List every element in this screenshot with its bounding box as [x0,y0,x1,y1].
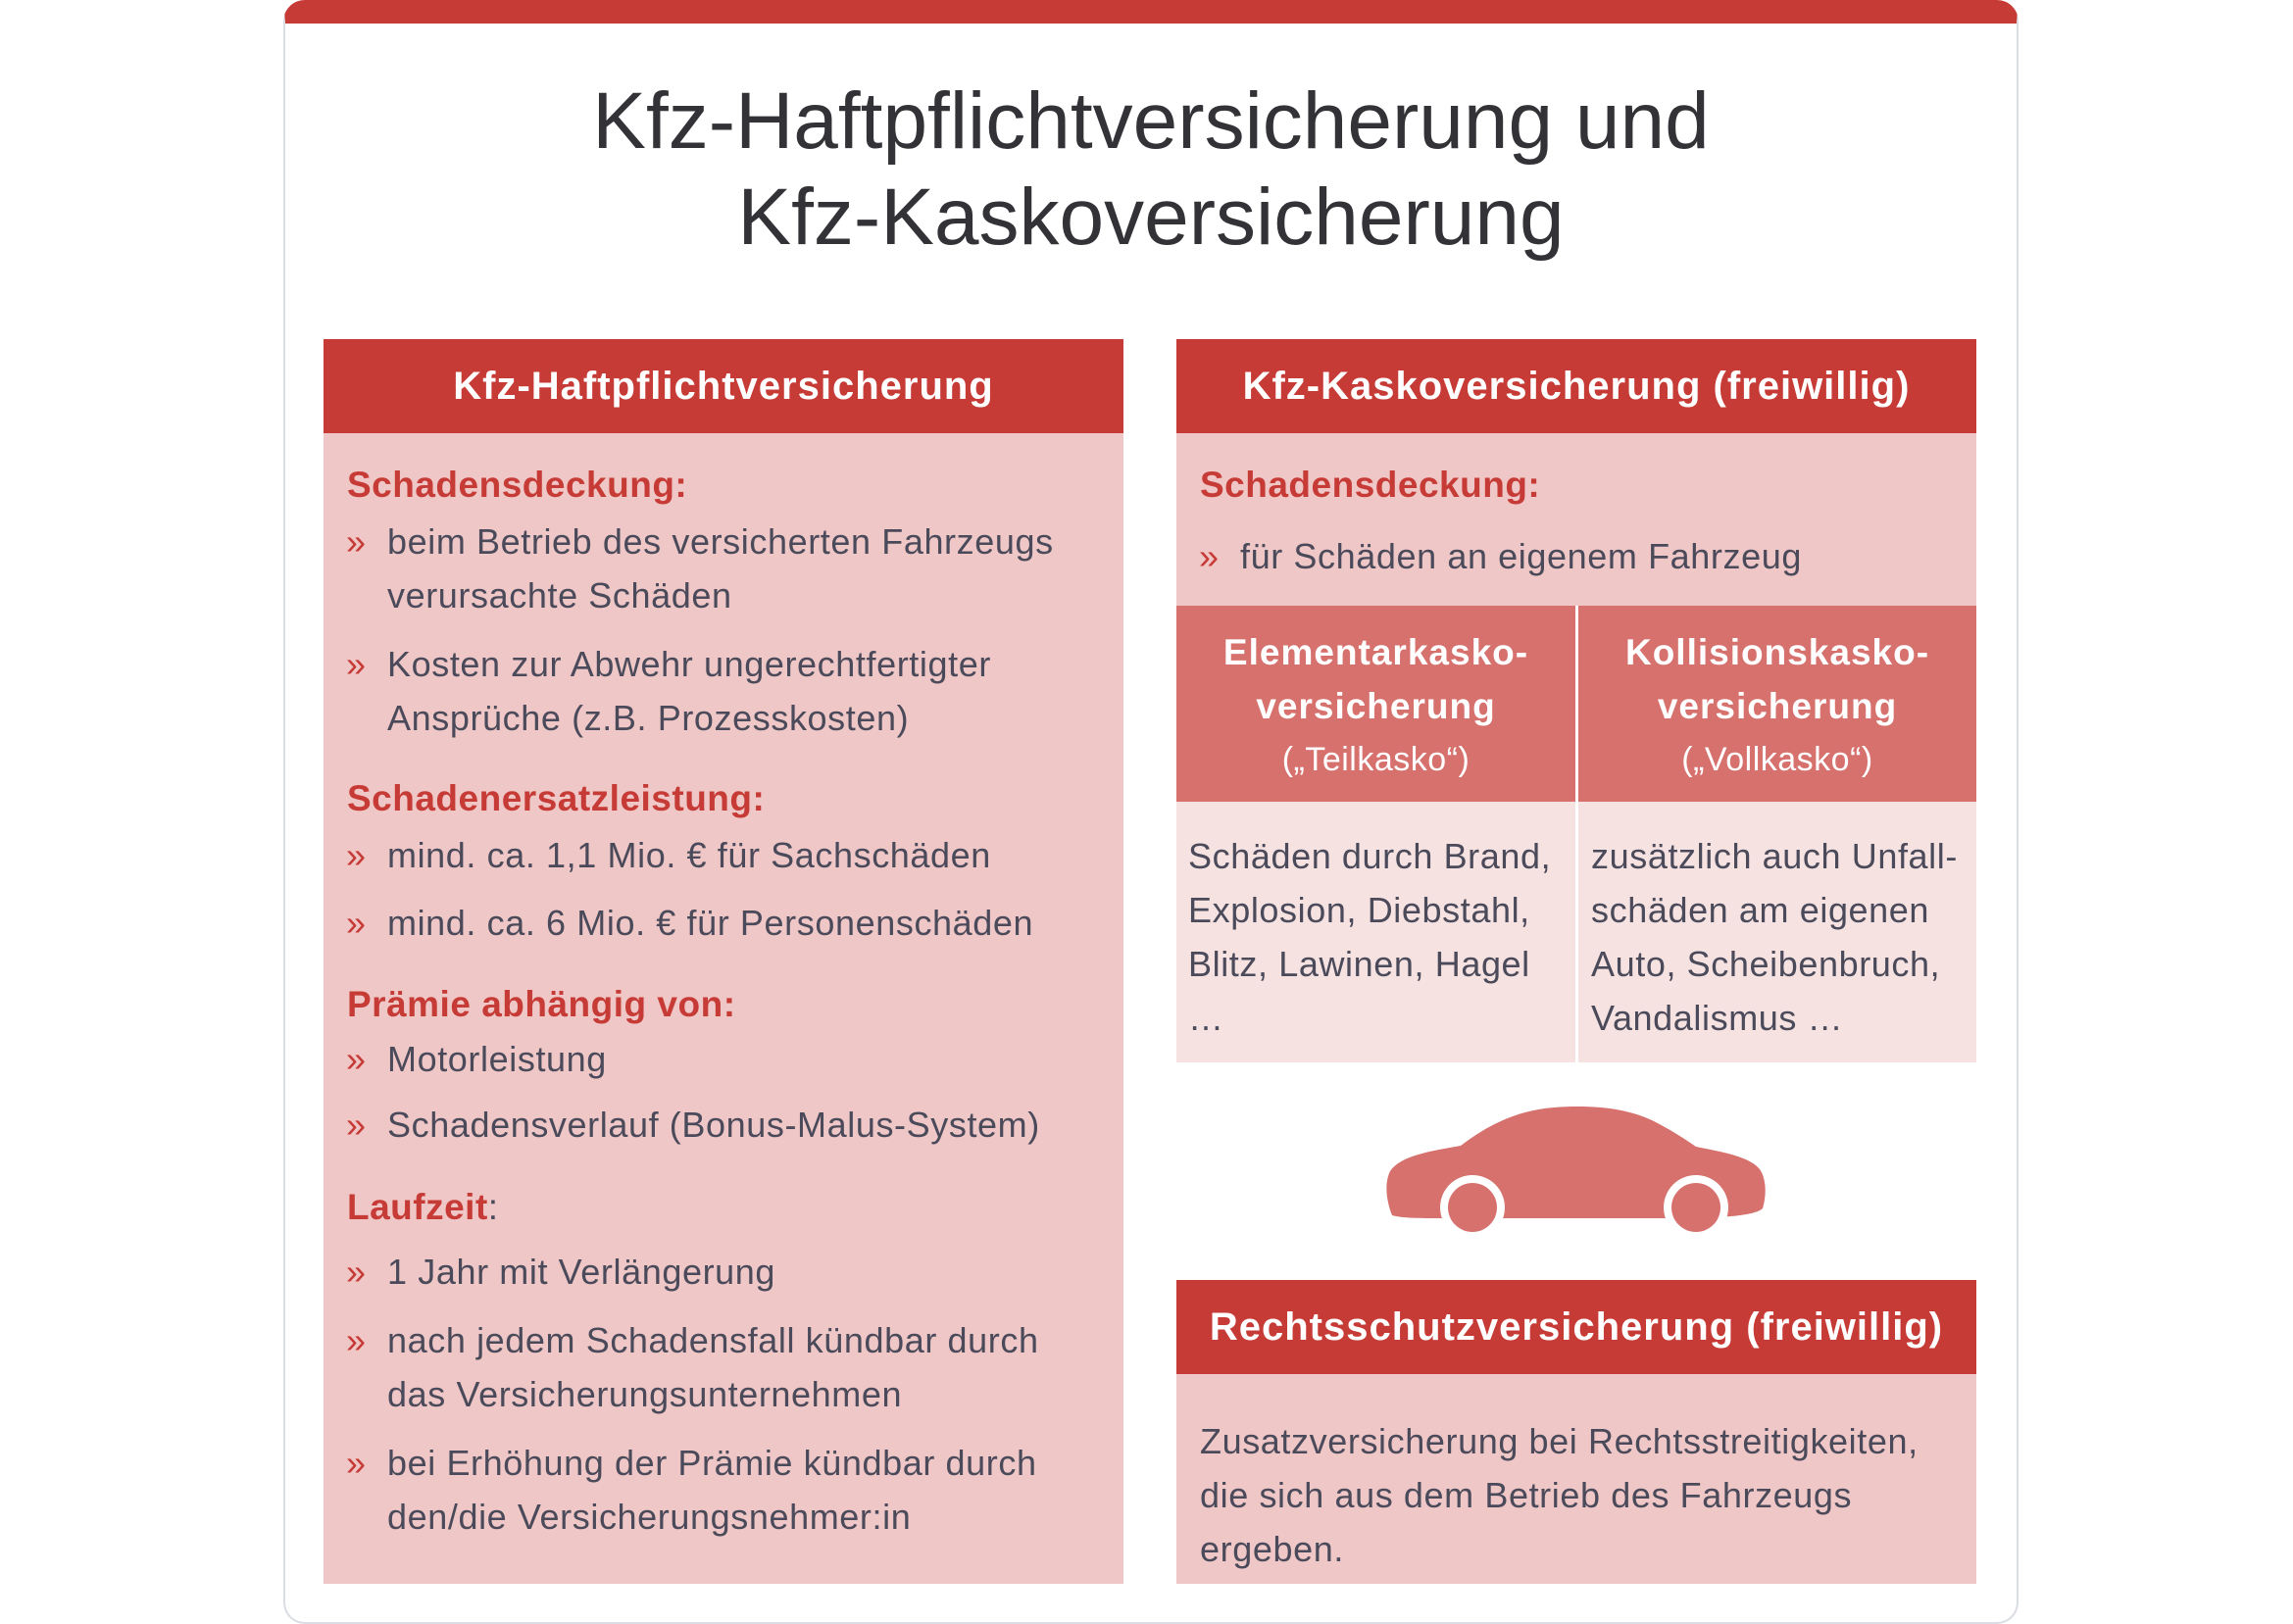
vollkasko-header: Kollisionskasko- versicherung („Vollkasko“) [1578,606,1976,802]
bullet-marker: » [346,835,367,875]
car-icon [1382,1103,1774,1240]
rechtsschutz-text: Zusatzversicherung bei Rechtsstreitigkeiten, die sich aus dem Betrieb des Fahrzeugs ergeben. [1200,1421,1919,1569]
section-title-kasko-schadensdeckung: Schadensdeckung: [1200,465,1541,505]
bullet-marker: » [346,644,367,684]
title-line-1: Kfz-Haftpflichtversicherung und [592,76,1710,166]
section-title-schadensdeckung: Schadensdeckung: [347,465,688,505]
list-item: » Kosten zur Abwehr ungerechtfertigter Ansprüche (z.B. Prozesskosten) [387,637,991,745]
title-line-2: Kfz-Kaskoversicherung [737,172,1565,262]
bullet-marker: » [346,1252,367,1292]
teilkasko-text: Schäden durch Brand, Explosion, Diebstahl, Blitz, Lawinen, Hagel … [1188,836,1552,1038]
bullet-marker: » [346,1320,367,1360]
section-title-praemie: Prämie abhängig von: [347,984,736,1024]
kasko-header: Kfz-Kaskoversicherung (freiwillig) [1176,339,1976,433]
section-title-schadenersatzleistung: Schadenersatzleistung: [347,778,766,818]
bullet-marker: » [346,521,367,562]
bullet-marker: » [346,1443,367,1483]
bullet-marker: » [346,1105,367,1145]
haftpflicht-header: Kfz-Haftpflichtversicherung [324,339,1123,433]
list-item: » nach jedem Schadensfall kündbar durch das Versicherungsunternehmen [387,1313,1039,1421]
rechtsschutz-header: Rechtsschutzversicherung (freiwillig) [1176,1280,1976,1374]
list-item: » bei Erhöhung der Prämie kündbar durch den/die Versicherungsnehmer:in [387,1436,1037,1544]
list-item: » Schadensverlauf (Bonus-Malus-System) [387,1098,1040,1152]
bullet-marker: » [1199,536,1220,576]
bullet-marker: » [346,1039,367,1079]
bullet-marker: » [346,903,367,943]
list-item: » mind. ca. 1,1 Mio. € für Sachschäden [387,828,991,882]
list-item: » für Schäden an eigenem Fahrzeug [1240,529,1802,583]
section-title-laufzeit: Laufzeit: [347,1187,499,1227]
list-item: » mind. ca. 6 Mio. € für Personenschäden [387,896,1033,950]
page-title [283,74,2019,266]
list-item: » beim Betrieb des versicherten Fahrzeugs verursachte Schäden [387,515,1054,622]
teilkasko-header: Elementarkasko- versicherung („Teilkasko“) [1176,606,1575,802]
vollkasko-text: zusätzlich auch Unfall- schäden am eigenen Auto, Scheibenbruch, Vandalismus … [1591,836,1958,1038]
list-item: » Motorleistung [387,1032,607,1086]
list-item: » 1 Jahr mit Verlängerung [387,1245,775,1299]
